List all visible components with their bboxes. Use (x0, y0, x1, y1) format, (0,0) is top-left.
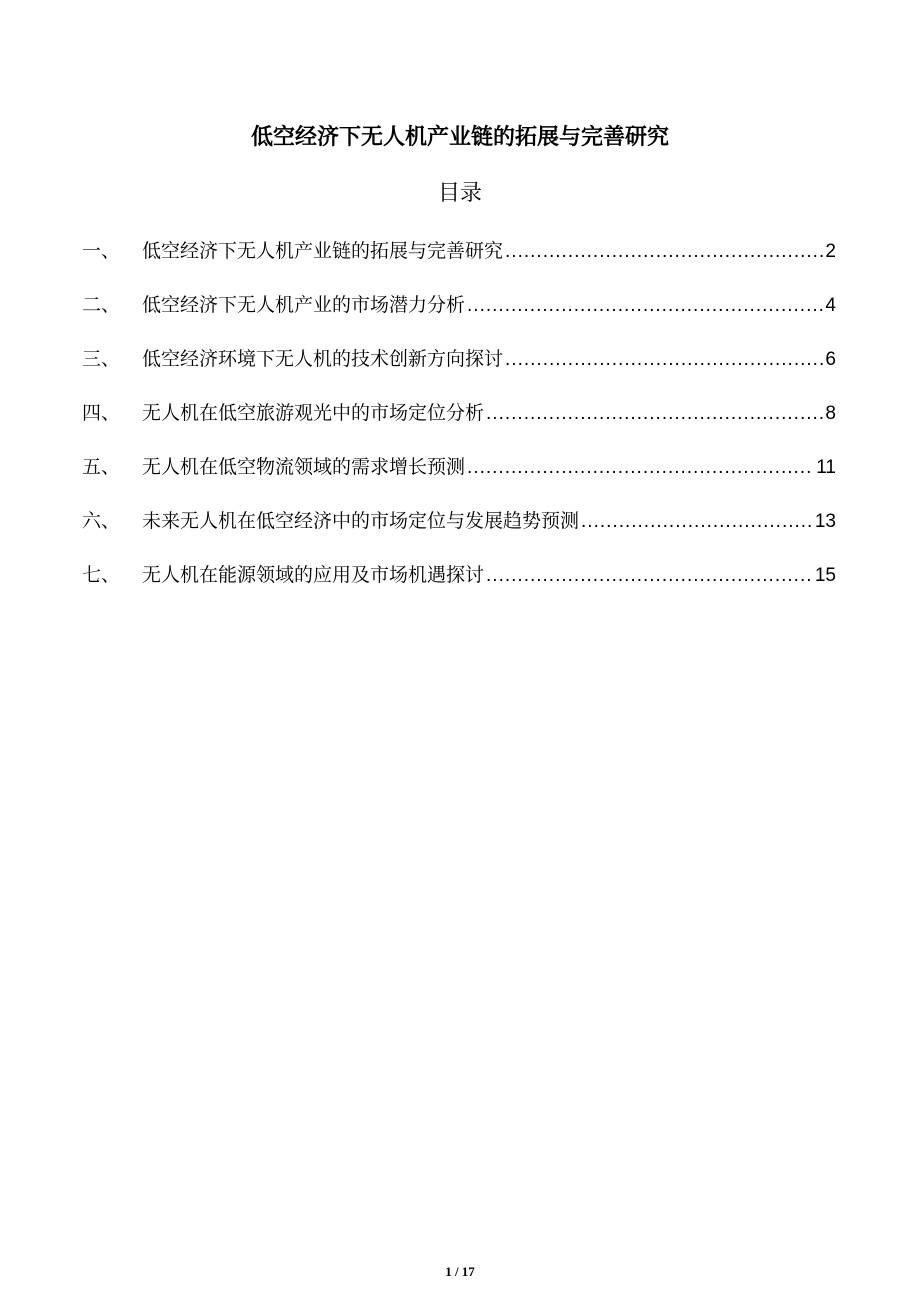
toc-entry-title: 无人机在能源领域的应用及市场机遇探讨 (142, 564, 485, 586)
toc-entry-page: 11 (816, 457, 836, 478)
toc-entry-number: 四、 (82, 402, 121, 424)
toc-entry-number: 六、 (82, 510, 121, 532)
toc-entry-number: 二、 (82, 294, 121, 316)
toc-entry-title: 低空经济下无人机产业链的拓展与完善研究 (142, 240, 504, 262)
toc-entry-2[interactable] (82, 290, 836, 344)
toc-entry-page: 13 (814, 511, 836, 532)
toc-entry-number: 一、 (82, 240, 121, 262)
toc-dot-leader (505, 237, 823, 267)
toc-entry-page: 4 (825, 295, 836, 316)
toc-entry-page: 2 (825, 241, 836, 262)
toc-entry-6[interactable] (82, 506, 836, 560)
toc-entry-page: 15 (814, 565, 836, 586)
toc-dot-leader (505, 345, 823, 375)
toc-dot-leader (486, 561, 813, 591)
page-indicator: 1 / 17 (445, 1264, 475, 1279)
toc-entry-4[interactable] (82, 398, 836, 452)
toc-entry-7[interactable] (82, 560, 836, 614)
toc-entry-number: 五、 (82, 456, 121, 478)
toc-entry-title: 低空经济环境下无人机的技术创新方向探讨 (142, 348, 504, 370)
toc-dot-leader (486, 399, 823, 429)
toc-entry-title: 无人机在低空物流领域的需求增长预测 (142, 456, 466, 478)
toc-entry-5[interactable] (82, 452, 836, 506)
toc-dot-leader (467, 453, 814, 483)
toc-heading: 目录 (437, 181, 482, 206)
toc-entry-number: 三、 (82, 348, 121, 370)
toc-entry-number: 七、 (82, 564, 121, 586)
toc-entry-1[interactable] (82, 236, 836, 290)
toc-entry-title: 低空经济下无人机产业的市场潜力分析 (142, 294, 466, 316)
toc-dot-leader (467, 291, 823, 321)
toc-entry-title: 无人机在低空旅游观光中的市场定位分析 (142, 402, 485, 424)
toc-entry-title: 未来无人机在低空经济中的市场定位与发展趋势预测 (142, 510, 580, 532)
toc-entry-3[interactable] (82, 344, 836, 398)
table-of-contents (82, 236, 836, 614)
toc-entry-page: 8 (825, 403, 836, 424)
document-title: 低空经济下无人机产业链的拓展与完善研究 (250, 125, 669, 150)
toc-entry-page: 6 (825, 349, 836, 370)
toc-dot-leader (581, 507, 813, 537)
